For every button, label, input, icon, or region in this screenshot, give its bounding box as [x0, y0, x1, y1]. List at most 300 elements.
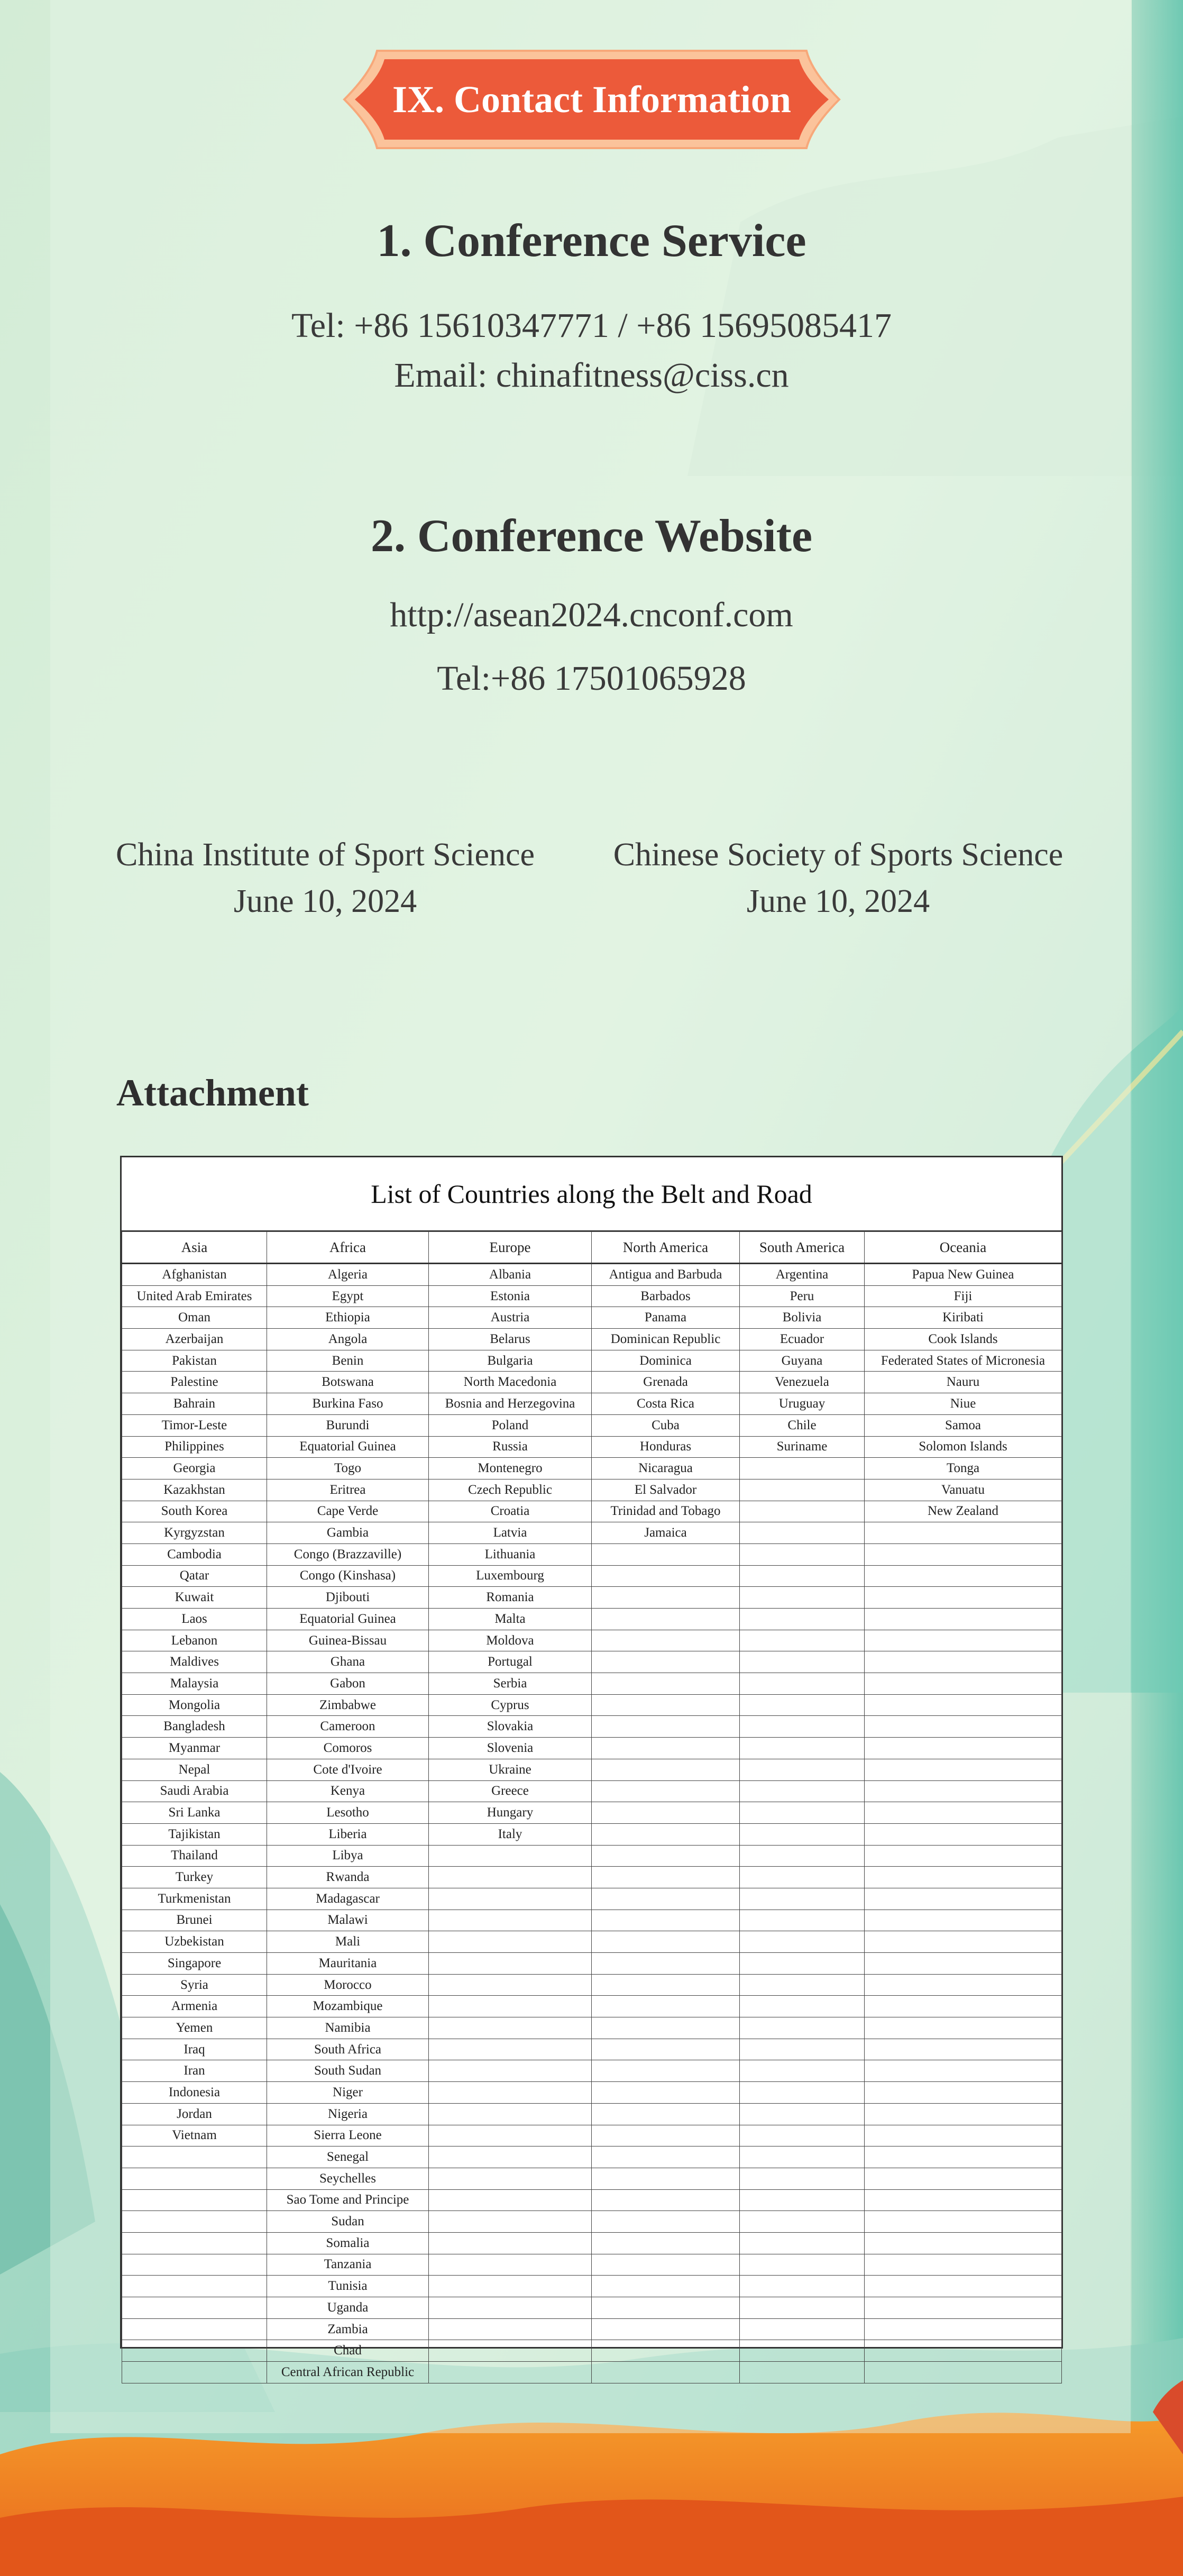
table-row	[122, 1479, 1062, 1501]
country-cell	[592, 1738, 740, 1759]
column-header: Asia	[122, 1232, 267, 1264]
country-cell: Romania	[429, 1587, 592, 1609]
country-cell: Suriname	[740, 1436, 865, 1458]
country-cell: Rwanda	[267, 1867, 429, 1888]
country-cell: Grenada	[592, 1372, 740, 1393]
country-cell: Italy	[429, 1823, 592, 1845]
table-row	[122, 1802, 1062, 1824]
country-cell: Central African Republic	[267, 2362, 429, 2383]
table-row	[122, 2211, 1062, 2233]
country-cell	[740, 1565, 865, 1587]
country-cell: El Salvador	[592, 1479, 740, 1501]
table-row	[122, 2125, 1062, 2146]
country-cell	[429, 1888, 592, 1910]
country-cell	[592, 1651, 740, 1673]
table-row	[122, 2254, 1062, 2276]
conference-website-heading: 2. Conference Website	[370, 510, 813, 562]
country-cell: Kiribati	[865, 1307, 1062, 1329]
country-cell	[740, 2340, 865, 2362]
country-cell: Estonia	[429, 1285, 592, 1307]
table-row	[122, 1285, 1062, 1307]
country-cell	[429, 2276, 592, 2297]
country-cell	[865, 1974, 1062, 1996]
table-row	[122, 2017, 1062, 2039]
attachment-heading: Attachment	[116, 1072, 309, 1114]
country-cell: Tunisia	[267, 2276, 429, 2297]
country-cell	[592, 1910, 740, 1931]
country-cell	[865, 1802, 1062, 1824]
section-title: IX. Contact Information	[392, 78, 791, 121]
country-cell	[592, 1759, 740, 1780]
country-cell: Singapore	[122, 1953, 267, 1975]
table-row	[122, 2362, 1062, 2383]
country-cell	[740, 1931, 865, 1953]
country-cell	[122, 2340, 267, 2362]
country-cell	[865, 2017, 1062, 2039]
country-cell	[865, 1845, 1062, 1867]
country-cell: Chile	[740, 1414, 865, 1436]
country-cell: Zimbabwe	[267, 1694, 429, 1716]
country-cell: Timor-Leste	[122, 1414, 267, 1436]
country-cell: Cook Islands	[865, 1329, 1062, 1350]
country-cell: Moldova	[429, 1630, 592, 1651]
country-cell: Argentina	[740, 1264, 865, 1286]
country-cell	[865, 2254, 1062, 2276]
table-row	[122, 1393, 1062, 1415]
country-cell	[592, 2189, 740, 2211]
country-cell: South Sudan	[267, 2060, 429, 2082]
country-cell	[122, 2276, 267, 2297]
country-cell	[865, 1867, 1062, 1888]
country-cell: Lithuania	[429, 1543, 592, 1565]
country-cell: Ghana	[267, 1651, 429, 1673]
country-cell	[865, 1888, 1062, 1910]
country-cell: Panama	[592, 1307, 740, 1329]
organizer-right	[600, 832, 1076, 925]
table-row	[122, 1414, 1062, 1436]
country-cell	[740, 2318, 865, 2340]
country-cell: Cape Verde	[267, 1501, 429, 1522]
country-cell	[429, 1953, 592, 1975]
country-cell	[740, 2082, 865, 2104]
country-cell	[865, 1609, 1062, 1630]
country-cell	[429, 2039, 592, 2060]
country-cell	[865, 2362, 1062, 2383]
country-cell: Nigeria	[267, 2103, 429, 2125]
country-cell	[740, 2146, 865, 2168]
country-cell	[429, 2297, 592, 2319]
table-row	[122, 1910, 1062, 1931]
country-cell: Ukraine	[429, 1759, 592, 1780]
table-row	[122, 1630, 1062, 1651]
country-cell: Seychelles	[267, 2168, 429, 2189]
country-cell: Russia	[429, 1436, 592, 1458]
country-cell: United Arab Emirates	[122, 1285, 267, 1307]
country-cell	[740, 1996, 865, 2017]
country-cell: Guinea-Bissau	[267, 1630, 429, 1651]
country-cell	[740, 1543, 865, 1565]
country-cell: Austria	[429, 1307, 592, 1329]
country-cell	[592, 2297, 740, 2319]
country-cell	[865, 1673, 1062, 1695]
country-cell	[740, 1587, 865, 1609]
country-cell: Tonga	[865, 1458, 1062, 1479]
column-header: Africa	[267, 1232, 429, 1264]
country-cell: Cyprus	[429, 1694, 592, 1716]
country-cell: Algeria	[267, 1264, 429, 1286]
country-cell: Nepal	[122, 1759, 267, 1780]
column-header: Europe	[429, 1232, 592, 1264]
country-cell: Chad	[267, 2340, 429, 2362]
country-cell: Djibouti	[267, 1587, 429, 1609]
country-cell	[122, 2232, 267, 2254]
country-cell: Portugal	[429, 1651, 592, 1673]
country-cell: North Macedonia	[429, 1372, 592, 1393]
country-cell: Papua New Guinea	[865, 1264, 1062, 1286]
country-cell: Senegal	[267, 2146, 429, 2168]
country-cell	[865, 1630, 1062, 1651]
table-row	[122, 1372, 1062, 1393]
country-cell	[429, 2189, 592, 2211]
country-cell: Ethiopia	[267, 1307, 429, 1329]
table-row	[122, 1888, 1062, 1910]
country-cell: Kazakhstan	[122, 1479, 267, 1501]
country-cell	[865, 1651, 1062, 1673]
country-cell: Namibia	[267, 2017, 429, 2039]
countries-table	[122, 1231, 1062, 2383]
country-cell: Syria	[122, 1974, 267, 1996]
table-row	[122, 1609, 1062, 1630]
country-cell: Brunei	[122, 1910, 267, 1931]
table-row	[122, 1953, 1062, 1975]
country-cell	[429, 1867, 592, 1888]
country-cell: Armenia	[122, 1996, 267, 2017]
table-row	[122, 1780, 1062, 1802]
country-cell	[740, 2362, 865, 2383]
country-cell	[740, 1716, 865, 1738]
country-cell	[865, 2211, 1062, 2233]
country-cell: Niger	[267, 2082, 429, 2104]
country-cell	[740, 1910, 865, 1931]
table-row	[122, 1436, 1062, 1458]
country-cell: Burundi	[267, 1414, 429, 1436]
country-cell: Dominican Republic	[592, 1329, 740, 1350]
organizer-name: China Institute of Sport Science	[115, 837, 535, 873]
table-row	[122, 1694, 1062, 1716]
country-cell: South Africa	[267, 2039, 429, 2060]
country-cell: Angola	[267, 1329, 429, 1350]
table-row	[122, 1458, 1062, 1479]
country-cell	[865, 1953, 1062, 1975]
country-cell: Kyrgyzstan	[122, 1522, 267, 1544]
table-row	[122, 1759, 1062, 1780]
country-cell: Niue	[865, 1393, 1062, 1415]
table-row	[122, 2060, 1062, 2082]
country-cell: Libya	[267, 1845, 429, 1867]
country-cell	[865, 2039, 1062, 2060]
country-cell	[740, 1867, 865, 1888]
country-cell: Latvia	[429, 1522, 592, 1544]
table-row	[122, 1996, 1062, 2017]
country-cell: Poland	[429, 1414, 592, 1436]
table-row	[122, 1738, 1062, 1759]
table-row	[122, 1307, 1062, 1329]
country-cell: Samoa	[865, 1414, 1062, 1436]
country-cell	[592, 1716, 740, 1738]
country-cell	[592, 1780, 740, 1802]
table-row	[122, 1329, 1062, 1350]
column-header: Oceania	[865, 1232, 1062, 1264]
country-cell: Sao Tome and Principe	[267, 2189, 429, 2211]
country-cell	[592, 1867, 740, 1888]
country-cell: Iran	[122, 2060, 267, 2082]
country-cell: Mali	[267, 1931, 429, 1953]
country-cell: Lebanon	[122, 1630, 267, 1651]
country-cell: Cote d'Ivoire	[267, 1759, 429, 1780]
table-row	[122, 1845, 1062, 1867]
country-cell	[592, 1565, 740, 1587]
country-cell	[865, 1565, 1062, 1587]
country-cell: Trinidad and Tobago	[592, 1501, 740, 1522]
country-cell: Nauru	[865, 1372, 1062, 1393]
country-cell	[865, 2082, 1062, 2104]
country-cell	[592, 2039, 740, 2060]
country-cell: Iraq	[122, 2039, 267, 2060]
country-cell: Peru	[740, 1285, 865, 1307]
country-cell	[592, 1823, 740, 1845]
country-cell	[740, 2211, 865, 2233]
country-cell	[592, 1630, 740, 1651]
country-cell: Liberia	[267, 1823, 429, 1845]
table-header	[122, 1232, 1062, 1264]
country-cell	[740, 1780, 865, 1802]
country-cell: Barbados	[592, 1285, 740, 1307]
table-row	[122, 1716, 1062, 1738]
country-cell: Venezuela	[740, 1372, 865, 1393]
country-cell	[122, 2297, 267, 2319]
country-cell	[122, 2362, 267, 2383]
country-cell: Hungary	[429, 1802, 592, 1824]
country-cell: Uruguay	[740, 1393, 865, 1415]
country-cell: Malta	[429, 1609, 592, 1630]
country-cell: Slovakia	[429, 1716, 592, 1738]
countries-table-container	[120, 1156, 1063, 2379]
country-cell	[865, 2276, 1062, 2297]
table-row	[122, 2082, 1062, 2104]
country-cell: Sierra Leone	[267, 2125, 429, 2146]
country-cell	[592, 2232, 740, 2254]
country-cell: Benin	[267, 1350, 429, 1372]
country-cell	[592, 1587, 740, 1609]
country-cell: Georgia	[122, 1458, 267, 1479]
country-cell: Sri Lanka	[122, 1802, 267, 1824]
country-cell	[740, 2168, 865, 2189]
country-cell	[122, 2254, 267, 2276]
country-cell: Morocco	[267, 1974, 429, 1996]
country-cell	[592, 1694, 740, 1716]
country-cell	[740, 1609, 865, 1630]
table-row	[122, 1823, 1062, 1845]
country-cell	[429, 1996, 592, 2017]
country-cell	[740, 1501, 865, 1522]
country-cell	[592, 2082, 740, 2104]
country-cell	[865, 1522, 1062, 1544]
country-cell: Turkmenistan	[122, 1888, 267, 1910]
country-cell: Burkina Faso	[267, 1393, 429, 1415]
table-title: List of Countries along the Belt and Road	[122, 1157, 1061, 1231]
country-cell: Comoros	[267, 1738, 429, 1759]
country-cell	[429, 2146, 592, 2168]
organizer-name: Chinese Society of Sports Science	[613, 837, 1063, 873]
country-cell: Thailand	[122, 1845, 267, 1867]
country-cell	[740, 1888, 865, 1910]
country-cell: Madagascar	[267, 1888, 429, 1910]
table-row	[122, 2039, 1062, 2060]
table-row	[122, 1673, 1062, 1695]
country-cell: Honduras	[592, 1436, 740, 1458]
organizer-date: June 10, 2024	[233, 883, 417, 919]
country-cell	[865, 1996, 1062, 2017]
country-cell: Equatorial Guinea	[267, 1609, 429, 1630]
table-row	[122, 1651, 1062, 1673]
country-cell	[122, 2168, 267, 2189]
table-row	[122, 1543, 1062, 1565]
country-cell	[592, 2168, 740, 2189]
table-row	[122, 1350, 1062, 1372]
country-cell	[865, 2340, 1062, 2362]
country-cell	[740, 2276, 865, 2297]
country-cell: New Zealand	[865, 1501, 1062, 1522]
country-cell: Solomon Islands	[865, 1436, 1062, 1458]
country-cell	[740, 1953, 865, 1975]
country-cell: Slovenia	[429, 1738, 592, 1759]
country-cell: Laos	[122, 1609, 267, 1630]
table-row	[122, 2103, 1062, 2125]
country-cell: Kuwait	[122, 1587, 267, 1609]
country-cell	[429, 2254, 592, 2276]
country-cell: Turkey	[122, 1867, 267, 1888]
country-cell	[740, 2232, 865, 2254]
country-cell: Oman	[122, 1307, 267, 1329]
country-cell	[740, 2297, 865, 2319]
country-cell	[740, 2254, 865, 2276]
country-cell: Zambia	[267, 2318, 429, 2340]
table-row	[122, 2146, 1062, 2168]
country-cell	[429, 2082, 592, 2104]
country-cell: Sudan	[267, 2211, 429, 2233]
country-cell	[740, 2017, 865, 2039]
country-cell	[865, 1780, 1062, 1802]
country-cell	[740, 1845, 865, 1867]
country-cell: Gambia	[267, 1522, 429, 1544]
service-email: Email: chinafitness@ciss.cn	[394, 356, 789, 395]
country-cell	[122, 2146, 267, 2168]
country-cell	[865, 2318, 1062, 2340]
country-cell: Cambodia	[122, 1543, 267, 1565]
country-cell	[429, 2103, 592, 2125]
country-cell	[592, 2362, 740, 2383]
country-cell: Mozambique	[267, 1996, 429, 2017]
table-row	[122, 2189, 1062, 2211]
country-cell	[592, 2103, 740, 2125]
table-row	[122, 1264, 1062, 1286]
table-row	[122, 1867, 1062, 1888]
table-row	[122, 2340, 1062, 2362]
country-cell	[865, 2125, 1062, 2146]
service-phone: Tel: +86 15610347771 / +86 15695085417	[291, 306, 892, 345]
table-row	[122, 2318, 1062, 2340]
country-cell: Malawi	[267, 1910, 429, 1931]
country-cell	[865, 1716, 1062, 1738]
country-cell	[740, 1630, 865, 1651]
country-cell: Malaysia	[122, 1673, 267, 1695]
country-cell: Tanzania	[267, 2254, 429, 2276]
country-cell	[740, 1522, 865, 1544]
country-cell	[865, 1931, 1062, 1953]
country-cell: Albania	[429, 1264, 592, 1286]
country-cell: Bangladesh	[122, 1716, 267, 1738]
country-cell: Indonesia	[122, 2082, 267, 2104]
country-cell	[592, 1802, 740, 1824]
country-cell: Pakistan	[122, 1350, 267, 1372]
country-cell: Luxembourg	[429, 1565, 592, 1587]
country-cell	[429, 2211, 592, 2233]
country-cell	[865, 1587, 1062, 1609]
country-cell: Costa Rica	[592, 1393, 740, 1415]
country-cell: Greece	[429, 1780, 592, 1802]
country-cell: Vanuatu	[865, 1479, 1062, 1501]
country-cell: Saudi Arabia	[122, 1780, 267, 1802]
country-cell: Myanmar	[122, 1738, 267, 1759]
country-cell	[865, 2168, 1062, 2189]
country-cell: Tajikistan	[122, 1823, 267, 1845]
country-cell: Uzbekistan	[122, 1931, 267, 1953]
country-cell	[592, 2254, 740, 2276]
country-cell	[592, 2318, 740, 2340]
country-cell	[429, 2232, 592, 2254]
country-cell	[740, 1759, 865, 1780]
country-cell: Antigua and Barbuda	[592, 1264, 740, 1286]
country-cell	[592, 2125, 740, 2146]
conference-service-heading: 1. Conference Service	[377, 215, 806, 267]
country-cell	[429, 1910, 592, 1931]
table-row	[122, 1931, 1062, 1953]
website-url[interactable]: http://asean2024.cnconf.com	[390, 596, 793, 634]
country-cell: Kenya	[267, 1780, 429, 1802]
country-cell: Bosnia and Herzegovina	[429, 1393, 592, 1415]
country-cell: Montenegro	[429, 1458, 592, 1479]
country-cell	[592, 1845, 740, 1867]
country-cell: Mongolia	[122, 1694, 267, 1716]
country-cell	[740, 2039, 865, 2060]
country-cell: Afghanistan	[122, 1264, 267, 1286]
country-cell: Mauritania	[267, 1953, 429, 1975]
country-cell	[740, 2189, 865, 2211]
country-cell	[429, 1931, 592, 1953]
country-cell	[592, 1974, 740, 1996]
country-cell	[740, 1673, 865, 1695]
table-row	[122, 2232, 1062, 2254]
country-cell: Lesotho	[267, 1802, 429, 1824]
organizer-date: June 10, 2024	[746, 883, 930, 919]
country-cell	[592, 1609, 740, 1630]
table-row	[122, 1974, 1062, 1996]
country-cell	[740, 2125, 865, 2146]
website-phone: Tel:+86 17501065928	[437, 659, 746, 698]
country-cell: Equatorial Guinea	[267, 1436, 429, 1458]
country-cell	[740, 1974, 865, 1996]
country-cell: Guyana	[740, 1350, 865, 1372]
